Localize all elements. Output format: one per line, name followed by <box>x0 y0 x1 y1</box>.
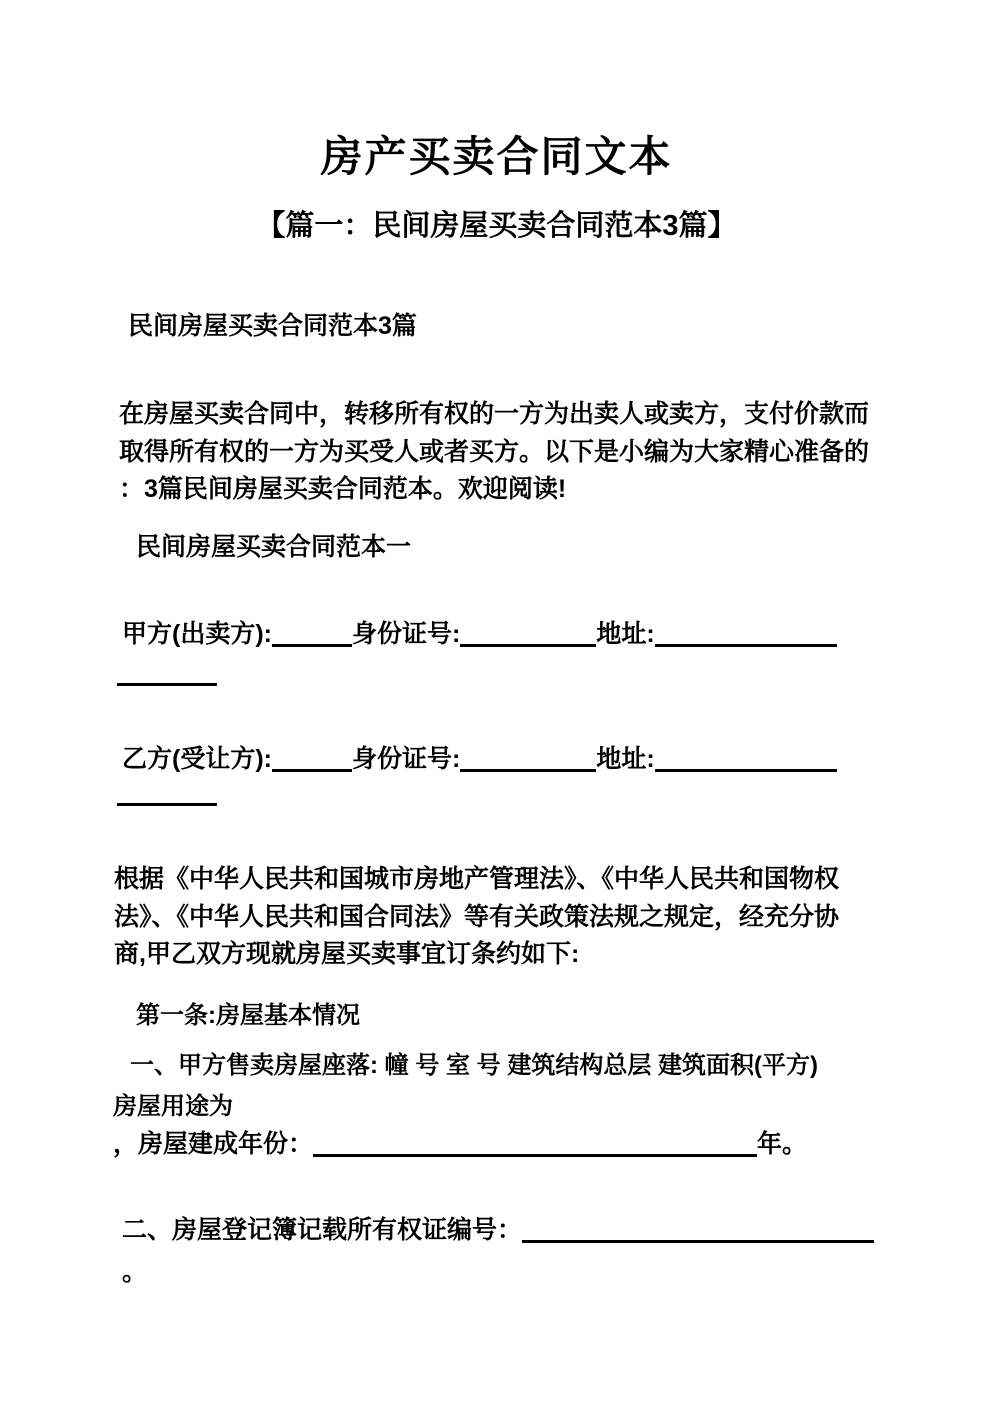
sample-one-heading: 民间房屋买卖合同范本一 <box>136 533 412 561</box>
party-a-wrap-line <box>117 650 217 683</box>
party-a-address-blank <box>655 619 837 647</box>
clause-two-label: 二、房屋登记簿记载所有权证编号： <box>122 1216 523 1244</box>
clause-one-year-label: ，房屋建成年份： <box>113 1130 314 1158</box>
legal-basis-line-3: 商,甲乙双方现就房屋买卖事宜订条约如下: <box>114 940 580 968</box>
legal-basis-paragraph <box>114 861 839 974</box>
intro-paragraph-line-3: ：3篇民间房屋买卖合同范本。欢迎阅读! <box>119 475 567 503</box>
party-b-address-label: 地址: <box>596 745 655 773</box>
party-a-wrap-blank <box>117 650 217 686</box>
clause-two-period: 。 <box>122 1258 148 1286</box>
clause-one-year-suffix: 年。 <box>757 1130 808 1158</box>
clause-one-year-blank <box>313 1129 757 1157</box>
party-a-id-label: 身份证号: <box>351 620 461 648</box>
party-b-id-blank <box>460 744 596 772</box>
party-b-wrap-line <box>117 770 217 803</box>
intro-paragraph <box>119 396 869 509</box>
party-b-row <box>122 739 837 775</box>
party-b-name-label: 乙方(受让方): <box>122 745 272 773</box>
intro-paragraph-line-1: 在房屋买卖合同中，转移所有权的一方为出卖人或卖方，支付价款而 <box>119 400 870 428</box>
clause-one-heading: 第一条:房屋基本情况 <box>136 1002 360 1029</box>
party-a-row <box>122 614 837 650</box>
intro-heading: 民间房屋买卖合同范本3篇 <box>128 312 417 340</box>
clause-two-cert-blank <box>522 1215 874 1243</box>
party-b-address-blank <box>655 744 837 772</box>
clause-one-line-2: 房屋用途为 <box>113 1093 233 1120</box>
party-a-name-blank <box>272 619 352 647</box>
party-a-id-blank <box>460 619 596 647</box>
party-b-name-blank <box>272 744 352 772</box>
party-b-wrap-blank <box>117 770 217 806</box>
clause-one-year-row <box>113 1124 807 1160</box>
party-a-name-label: 甲方(出卖方): <box>122 620 272 648</box>
legal-basis-line-1: 根据《中华人民共和国城市房地产管理法》、《中华人民共和国物权 <box>114 865 840 893</box>
party-b-id-label: 身份证号: <box>351 745 461 773</box>
legal-basis-line-2: 法》、《中华人民共和国合同法》等有关政策法规之规定，经充分协 <box>114 902 840 931</box>
clause-one-line-1: 一、甲方售卖房屋座落: 幢 号 室 号 建筑结构总层 建筑面积(平方) <box>130 1052 818 1079</box>
intro-paragraph-line-2: 取得所有权的一方为买受人或者买方。以下是小编为大家精心准备的 <box>119 437 870 466</box>
section-one-subtitle: 【篇一：民间房屋买卖合同范本3篇】 <box>256 210 737 242</box>
party-a-address-label: 地址: <box>596 620 655 648</box>
clause-two-row <box>122 1210 874 1246</box>
document-title: 房产买卖合同文本 <box>320 133 673 180</box>
